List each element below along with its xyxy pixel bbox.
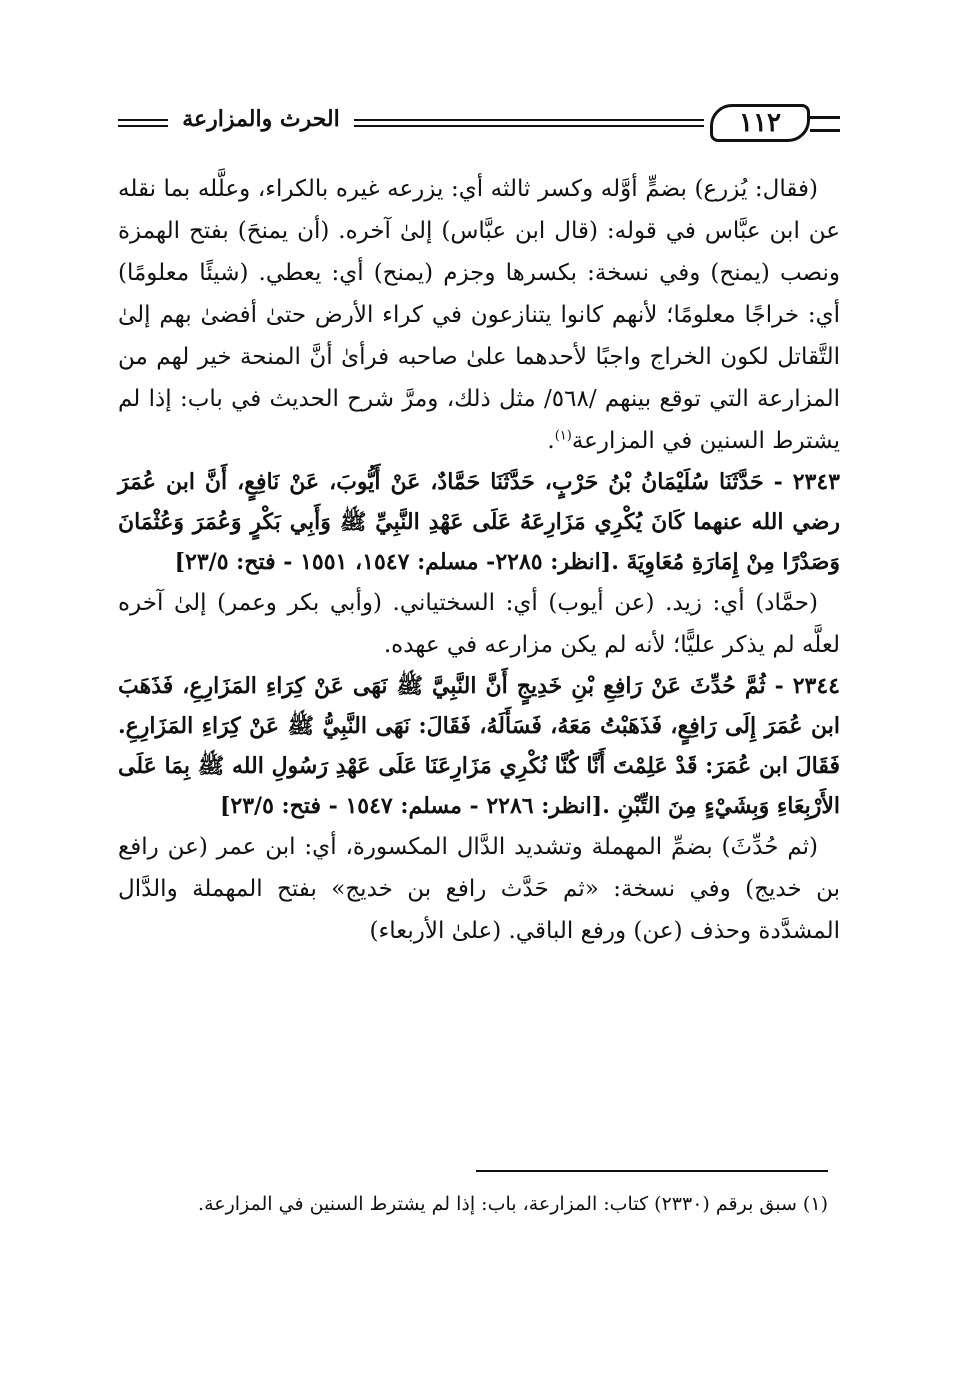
header-rule-middle-bottom [354, 125, 704, 127]
hadith-2344: ٢٣٤٤ - ثُمَّ حُدِّثَ عَنْ رَافِعِ بْنِ خَدِيجٍ أَنَّ النَّبِيَّ ﷺ نَهَى عَنْ كِرَاءِ المَزَارِعِ، فَذَهَبَ ابن عُمَرَ إِلَى رَافِعٍ، فَذَهَبْتُ مَعَهُ، فَسَأَلَهُ، فَقَالَ: نَهَى النَّبِيُّ ﷺ عَنْ كِرَاءِ المَزَارِعِ. فَقَالَ ابن عُمَرَ: قَدْ عَلِمْتَ أَنَّا كُنَّا نُكْرِي مَزَارِعَنَا عَلَى عَهْدِ رَسُولِ الله ﷺ بِمَا عَلَى الأَرْبِعَاءِ وَبِشَيْءٍ مِنَ التِّبْنِ .[انظر: ٢٢٨٦ - مسلم: ١٥٤٧ - فتح: ٢٣/٥] [118, 673, 840, 819]
running-title: الحرث والمزارعة [182, 106, 340, 132]
header-ornament-tail [810, 116, 840, 132]
commentary-paragraph-1: (فقال: يُزرع) بضمٍّ أوَّله وكسر ثالثه أي: يزرعه غيره بالكراء، وعلَّله بما نقله عن ابن عبَّاس في قوله: (قال ابن عبَّاس) إلىٰ آخره. (أن يمنحَ) بفتح الهمزة ونصب (يمنح) وفي نسخة: بكسرها وجزم (يمنح) أي: يعطي. (شيئًا معلومًا) أي: خراجًا معلومًا؛ لأنهم كانوا يتنازعون في كراء الأرض حتىٰ أفضىٰ بهم إلىٰ التَّقاتل لكون الخراج واجبًا لأحدهما علىٰ صاحبه فرأىٰ أنَّ المنحة خير لهم من المزارعة التي توقع بينهم /٥٦٨/ مثل ذلك، ومرَّ شرح الحديث في باب: إذا لم يشترط السنين في المزارعة$^{(١)}$. [118, 176, 840, 454]
footnote: (١) سبق برقم (٢٣٣٠) كتاب: المزارعة، باب: إذا لم يشترط السنين في المزارعة. [198, 1193, 828, 1215]
header-rule-middle-top [354, 119, 704, 121]
commentary-paragraph-3: (ثم حُدِّثَ) بضمِّ المهملة وتشديد الدَّال المكسورة، أي: ابن عمر (عن رافع بن خديج) وفي نسخة: «ثم حَدَّث رافع بن خديج» بفتح المهملة والدَّال المشدَّدة وحذف (عن) ورفع الباقي. (علىٰ الأربعاء) [118, 834, 840, 944]
header-rule-left-bottom [118, 125, 168, 127]
page-header [118, 102, 840, 148]
page-number: ١١٢ [710, 104, 810, 142]
footnote-marker: (١) [554, 428, 572, 444]
commentary-paragraph-2: (حمَّاد) أي: زيد. (عن أيوب) أي: السختياني. (وأبي بكر وعمر) إلىٰ آخره لعلَّه لم يذكر عليًّا؛ لأنه لم يكن مزارعه في عهده. [118, 590, 840, 658]
commentary-text-1: (فقال: يُزرع) بضمٍّ أوَّله وكسر ثالثه أي: يزرعه غيره بالكراء، وعلَّله بما نقله عن ابن عبَّاس في قوله: (قال ابن عبَّاس) إلىٰ آخره. (أن يمنحَ) بفتح الهمزة ونصب (يمنح) وفي نسخة: بكسرها وجزم (يمنح) أي: يعطي. (شيئًا معلومًا) أي: خراجًا معلومًا؛ لأنهم كانوا يتنازعون في كراء الأرض حتىٰ أفضىٰ بهم إلىٰ التَّقاتل لكون الخراج واجبًا لأحدهما علىٰ صاحبه فرأىٰ أنَّ المنحة خير لهم من المزارعة التي توقع بينهم /٥٦٨/ مثل ذلك، ومرَّ شرح الحديث في باب: إذا لم يشترط السنين في المزارعة [118, 176, 840, 454]
header-rule-left-top [118, 119, 168, 121]
footnote-separator [476, 1170, 828, 1172]
main-text [118, 168, 840, 952]
hadith-2343: ٢٣٤٣ - حَدَّثَنَا سُلَيْمَانُ بْنُ حَرْبٍ، حَدَّثَنَا حَمَّادٌ، عَنْ أَيُّوبَ، عَنْ نَافِعٍ، أَنَّ ابن عُمَرَ رضي الله عنهما كَانَ يُكْرِي مَزَارِعَهُ عَلَى عَهْدِ النَّبِيِّ ﷺ وَأَبِي بَكْرٍ وَعُمَرَ وَعُثْمَانَ وَصَدْرًا مِنْ إِمَارَةِ مُعَاوِيَةَ .[انظر: ٢٢٨٥- مسلم: ١٥٤٧، ١٥٥١ - فتح: ٢٣/٥] [118, 469, 840, 575]
